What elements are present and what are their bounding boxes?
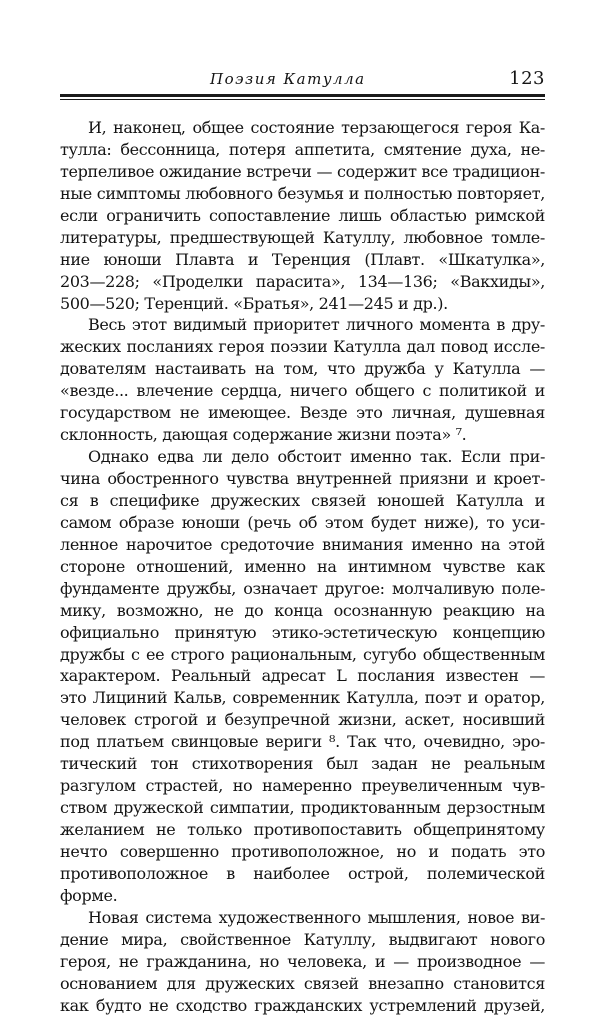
text-line: Весь этот видимый приоритет личного момента в дру- [60, 314, 545, 336]
text-line: чина обостренного чувства внутренней приязни и кроет- [60, 468, 545, 490]
text-line: государством не имеющее. Везде это личная, душевная [60, 402, 545, 424]
text-line: это Лициний Кальв, современник Катулла, поэт и оратор, [60, 687, 545, 709]
header-rule-thick [60, 94, 545, 97]
text-line: литературы, предшествующей Катуллу, любовное томле- [60, 227, 545, 249]
text-line: нечто совершенно противоположное, но и подать это [60, 841, 545, 863]
text-line: склонность, дающая содержание жизни поэта» ⁷. [60, 424, 545, 446]
text-line: если ограничить сопоставление лишь областью римской [60, 205, 545, 227]
text-line: 203—228; «Проделки парасита», 134—136; «Вакхиды», [60, 271, 545, 293]
text-line: разгулом страстей, но намеренно преувеличенным чув- [60, 775, 545, 797]
text-line: ством дружеской симпатии, продиктованным дерзостным [60, 797, 545, 819]
text-line: человек строгой и безупречной жизни, аскет, носивший [60, 709, 545, 731]
text-line: самом образе юноши (речь об этом будет ниже), то уси- [60, 512, 545, 534]
text-line: терпеливое ожидание встречи — содержит все традицион- [60, 161, 545, 183]
text-line: Новая система художественного мышления, новое ви- [60, 907, 545, 929]
text-line: как будто не сходство гражданских устремлений друзей, [60, 995, 545, 1016]
text-line: жеских посланиях героя поэзии Катулла дал повод иссле- [60, 336, 545, 358]
text-line: мику, возможно, не до конца осознанную реакцию на [60, 600, 545, 622]
page-number: 123 [509, 68, 545, 89]
text-line: героя, не гражданина, но человека, и — производное — [60, 951, 545, 973]
running-title: Поэзия Катулла [210, 70, 366, 88]
text-line: 500—520; Теренций. «Братья», 241—245 и др.). [60, 293, 545, 315]
text-line: тический тон стихотворения был задан не реальным [60, 753, 545, 775]
text-line: противоположное в наиболее острой, полемической [60, 863, 545, 885]
text-line: ся в специфике дружеских связей юношей Катулла и [60, 490, 545, 512]
text-line: И, наконец, общее состояние терзающегося героя Ка- [60, 117, 545, 139]
text-line: характером. Реальный адресат L послания известен — [60, 665, 545, 687]
text-line: ные симптомы любовного безумья и полностью повторяет, [60, 183, 545, 205]
header-rule-thin [60, 99, 545, 100]
body-text [60, 117, 545, 1016]
text-line: ленное нарочитое средоточие внимания именно на этой [60, 534, 545, 556]
text-line: «везде... влечение сердца, ничего общего с политикой и [60, 380, 545, 402]
text-line: форме. [60, 885, 545, 907]
text-line: ние юноши Плавта и Теренция (Плавт. «Шкатулка», [60, 249, 545, 271]
text-line: дение мира, свойственное Катуллу, выдвигают нового [60, 929, 545, 951]
text-line: дружбы с ее строго рациональным, сугубо общественным [60, 644, 545, 666]
text-line: официально принятую этико-эстетическую концепцию [60, 622, 545, 644]
text-line: Однако едва ли дело обстоит именно так. Если при- [60, 446, 545, 468]
text-line: желанием не только противопоставить общепринятому [60, 819, 545, 841]
page-header [60, 70, 545, 94]
text-line: тулла: бессонница, потеря аппетита, смятение духа, не- [60, 139, 545, 161]
text-line: фундаменте дружбы, означает другое: молчаливую поле- [60, 578, 545, 600]
text-line: дователям настаивать на том, что дружба у Катулла — [60, 358, 545, 380]
text-line: основанием для дружеских связей внезапно становится [60, 973, 545, 995]
text-line: под платьем свинцовые вериги ⁸. Так что, очевидно, эро- [60, 731, 545, 753]
text-line: стороне отношений, именно на интимном чувстве как [60, 556, 545, 578]
